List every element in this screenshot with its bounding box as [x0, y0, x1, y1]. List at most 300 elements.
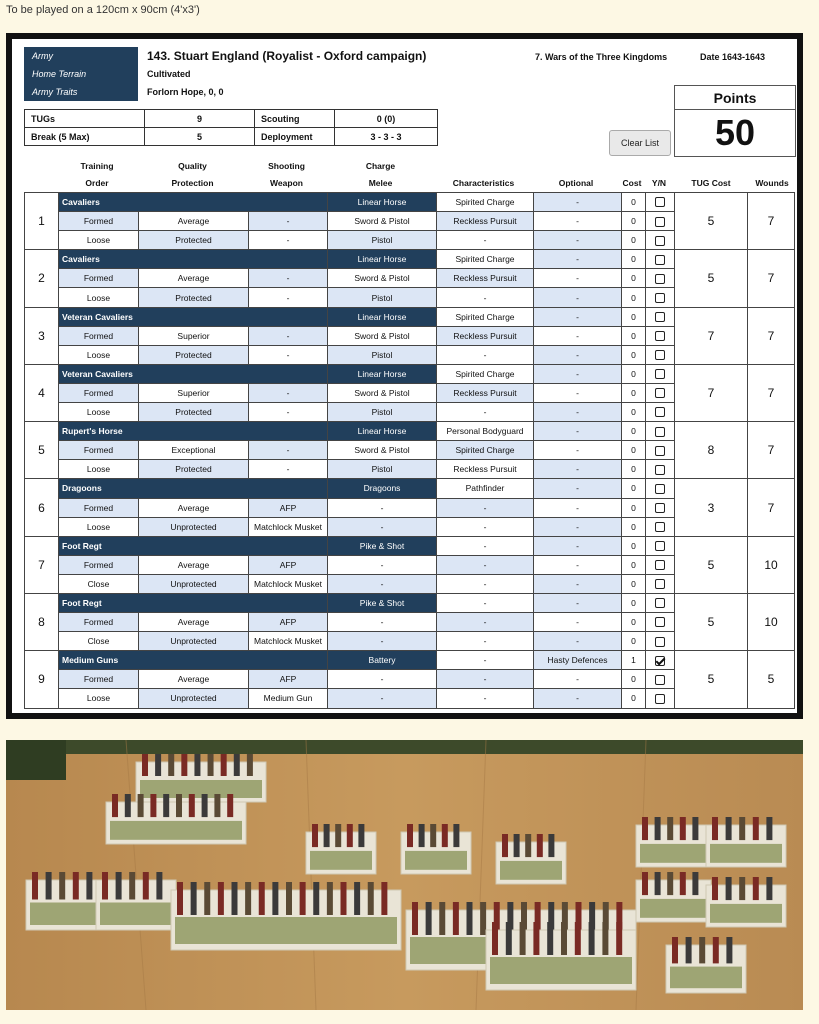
unit-select-cell	[646, 517, 675, 536]
unit-cost: 0	[622, 269, 646, 288]
unit-option-checkbox[interactable]	[655, 312, 665, 322]
unit-option-checkbox[interactable]	[655, 217, 665, 227]
unit-order: Loose	[59, 403, 139, 422]
army-stats-table	[24, 109, 438, 146]
unit-characteristic: Reckless Pursuit	[437, 383, 534, 402]
unit-option-checkbox[interactable]	[655, 522, 665, 532]
unit-wounds: 7	[748, 479, 795, 536]
unit-cost: 0	[622, 422, 646, 441]
unit-optional: -	[534, 670, 622, 689]
miniature-figure	[667, 872, 673, 895]
unit-melee: -	[328, 632, 437, 651]
miniature-figure	[155, 754, 161, 776]
col-header-tug-cost: TUG Cost	[691, 178, 731, 188]
unit-row	[25, 307, 795, 326]
unit-charge: Sword & Pistol	[328, 269, 437, 288]
miniature-figure	[341, 882, 347, 915]
unit-characteristic: -	[437, 498, 534, 517]
unit-optional: -	[534, 307, 622, 326]
miniature-figure	[73, 872, 79, 900]
unit-name: Cavaliers	[59, 193, 328, 212]
unit-protection: Unprotected	[139, 517, 249, 536]
unit-type: Linear Horse	[328, 422, 437, 441]
miniature-figure	[561, 922, 567, 955]
unit-row	[25, 479, 795, 498]
miniature-figure	[335, 824, 341, 847]
unit-select-cell	[646, 498, 675, 517]
unit-training: Formed	[59, 613, 139, 632]
miniature-figure	[259, 882, 265, 915]
unit-option-checkbox[interactable]	[655, 407, 665, 417]
unit-characteristic: -	[437, 593, 534, 612]
miniature-figure	[672, 937, 678, 963]
miniature-figure	[692, 817, 698, 840]
miniature-figure	[426, 902, 432, 935]
unit-cost: 0	[622, 613, 646, 632]
unit-select-cell	[646, 574, 675, 593]
unit-melee: Pistol	[328, 288, 437, 307]
unit-order: Loose	[59, 231, 139, 250]
unit-cost: 0	[622, 689, 646, 708]
miniature-figure	[358, 824, 364, 847]
miniature-figure	[766, 877, 772, 900]
unit-order: Loose	[59, 689, 139, 708]
miniature-figure	[272, 882, 278, 915]
unit-cost: 0	[622, 231, 646, 250]
unit-characteristic: -	[437, 632, 534, 651]
unit-select-cell	[646, 326, 675, 345]
miniature-base-flock	[140, 780, 262, 798]
unit-protection: Protected	[139, 288, 249, 307]
unit-option-checkbox[interactable]	[655, 293, 665, 303]
unit-cost: 0	[622, 555, 646, 574]
unit-order: Loose	[59, 460, 139, 479]
unit-training: Formed	[59, 326, 139, 345]
unit-optional: Hasty Defences	[534, 651, 622, 670]
unit-cost: 0	[622, 536, 646, 555]
unit-option-checkbox[interactable]	[655, 197, 665, 207]
unit-select-cell	[646, 422, 675, 441]
unit-training: Formed	[59, 555, 139, 574]
clear-list-button[interactable]: Clear List	[609, 130, 671, 156]
miniature-figure	[533, 922, 539, 955]
unit-option-checkbox[interactable]	[655, 446, 665, 456]
miniature-figure	[227, 794, 233, 817]
miniature-figure	[667, 817, 673, 840]
unit-select-cell	[646, 536, 675, 555]
unit-shooting: -	[249, 326, 328, 345]
miniature-figure	[655, 817, 661, 840]
unit-select-cell	[646, 288, 675, 307]
unit-optional: -	[534, 422, 622, 441]
miniature-figure	[547, 922, 553, 955]
scouting-label: Scouting	[255, 110, 335, 128]
unit-melee: -	[328, 689, 437, 708]
unit-name: Veteran Cavaliers	[59, 307, 328, 326]
miniature-figure	[514, 834, 520, 857]
unit-optional: -	[534, 212, 622, 231]
miniature-figure	[642, 817, 648, 840]
unit-tug-cost: 7	[675, 364, 748, 421]
unit-cost: 0	[622, 212, 646, 231]
unit-option-checkbox[interactable]	[655, 331, 665, 341]
unit-characteristic: -	[437, 555, 534, 574]
unit-shooting: AFP	[249, 555, 328, 574]
unit-characteristic: Spirited Charge	[437, 250, 534, 269]
unit-characteristic: Reckless Pursuit	[437, 269, 534, 288]
miniature-figure	[442, 824, 448, 847]
unit-type: Linear Horse	[328, 250, 437, 269]
unit-number: 1	[25, 193, 59, 250]
miniature-figure	[176, 794, 182, 817]
unit-select-cell	[646, 460, 675, 479]
unit-row	[25, 193, 795, 212]
war-name: 7. Wars of the Three Kingdoms	[535, 52, 668, 62]
miniature-base-flock	[670, 967, 742, 989]
unit-option-checkbox[interactable]	[655, 369, 665, 379]
miniature-figure	[537, 834, 543, 857]
unit-row	[25, 250, 795, 269]
unit-order: Close	[59, 632, 139, 651]
unit-training: Formed	[59, 441, 139, 460]
unit-number: 8	[25, 593, 59, 650]
unit-characteristic: -	[437, 403, 534, 422]
unit-name: Dragoons	[59, 479, 328, 498]
unit-shooting: AFP	[249, 670, 328, 689]
unit-weapon: -	[249, 345, 328, 364]
miniature-figure	[116, 872, 122, 900]
unit-option-checkbox[interactable]	[655, 579, 665, 589]
unit-select-cell	[646, 479, 675, 498]
unit-number: 4	[25, 364, 59, 421]
miniature-figure	[739, 877, 745, 900]
deployment-value: 3 - 3 - 3	[335, 128, 438, 146]
miniature-figure	[112, 794, 118, 817]
unit-select-cell	[646, 651, 675, 670]
miniature-figure	[548, 834, 554, 857]
unit-option-checkbox[interactable]	[655, 503, 665, 513]
unit-weapon: Medium Gun	[249, 689, 328, 708]
unit-option-checkbox[interactable]	[655, 560, 665, 570]
unit-shooting: -	[249, 212, 328, 231]
miniature-figure	[502, 834, 508, 857]
unit-type: Linear Horse	[328, 307, 437, 326]
unit-optional: -	[534, 613, 622, 632]
miniature-figure	[368, 882, 374, 915]
unit-wounds: 7	[748, 250, 795, 307]
unit-characteristic: -	[437, 231, 534, 250]
miniature-figure	[204, 882, 210, 915]
unit-name: Medium Guns	[59, 651, 328, 670]
unit-charge: Sword & Pistol	[328, 441, 437, 460]
miniature-figure	[419, 824, 425, 847]
unit-select-cell	[646, 613, 675, 632]
unit-optional: -	[534, 326, 622, 345]
col-header-characteristics: Characteristics	[452, 178, 515, 188]
unit-type: Linear Horse	[328, 364, 437, 383]
miniature-figure	[142, 754, 148, 776]
unit-weapon: -	[249, 288, 328, 307]
miniature-figure	[430, 824, 436, 847]
unit-number: 6	[25, 479, 59, 536]
miniature-figure	[168, 754, 174, 776]
unit-weapon: -	[249, 460, 328, 479]
unit-cost: 0	[622, 670, 646, 689]
unit-protection: Protected	[139, 460, 249, 479]
army-title: 143. Stuart England (Royalist - Oxford campaign)	[147, 49, 427, 63]
unit-weapon: -	[249, 231, 328, 250]
miniature-base-flock	[640, 899, 707, 918]
unit-cost: 0	[622, 460, 646, 479]
unit-option-checkbox[interactable]	[655, 484, 665, 494]
unit-melee: -	[328, 574, 437, 593]
unit-tug-cost: 5	[675, 193, 748, 250]
units-table	[24, 192, 795, 709]
unit-select-cell	[646, 193, 675, 212]
unit-type: Linear Horse	[328, 193, 437, 212]
miniature-base-flock	[710, 904, 782, 923]
unit-quality: Average	[139, 269, 249, 288]
unit-select-cell	[646, 364, 675, 383]
unit-select-cell	[646, 555, 675, 574]
miniature-figure	[712, 877, 718, 900]
unit-select-cell	[646, 212, 675, 231]
unit-option-checkbox[interactable]	[655, 274, 665, 284]
miniature-figure	[59, 872, 65, 900]
miniature-figure	[286, 882, 292, 915]
unit-optional: -	[534, 441, 622, 460]
army-label: Army	[24, 47, 138, 65]
unit-option-checkbox[interactable]	[655, 427, 665, 437]
miniature-figure	[575, 922, 581, 955]
unit-option-checkbox[interactable]	[655, 236, 665, 246]
miniature-figure	[150, 794, 156, 817]
unit-type: Pike & Shot	[328, 536, 437, 555]
unit-melee: Pistol	[328, 231, 437, 250]
unit-quality: Average	[139, 613, 249, 632]
unit-optional: -	[534, 269, 622, 288]
miniature-figure	[726, 937, 732, 963]
unit-type: Pike & Shot	[328, 593, 437, 612]
unit-cost: 0	[622, 326, 646, 345]
unit-select-cell	[646, 441, 675, 460]
unit-select-cell	[646, 689, 675, 708]
miniature-figure	[726, 877, 732, 900]
unit-option-checkbox[interactable]	[655, 465, 665, 475]
miniature-figure	[686, 937, 692, 963]
unit-characteristic: Reckless Pursuit	[437, 460, 534, 479]
unit-row	[25, 593, 795, 612]
unit-shooting: -	[249, 441, 328, 460]
miniature-figure	[177, 882, 183, 915]
unit-characteristic: -	[437, 670, 534, 689]
miniature-figure	[156, 872, 162, 900]
unit-option-checkbox[interactable]	[655, 656, 665, 666]
unit-charge: Sword & Pistol	[328, 326, 437, 345]
unit-option-checkbox[interactable]	[655, 598, 665, 608]
unit-option-checkbox[interactable]	[655, 350, 665, 360]
unit-characteristic: -	[437, 536, 534, 555]
miniature-base-flock	[405, 851, 467, 870]
unit-select-cell	[646, 345, 675, 364]
unit-characteristic: Spirited Charge	[437, 307, 534, 326]
unit-select-cell	[646, 593, 675, 612]
unit-quality: Average	[139, 498, 249, 517]
miniature-base-flock	[175, 917, 397, 944]
deployment-label: Deployment	[255, 128, 335, 146]
unit-protection: Unprotected	[139, 689, 249, 708]
home-terrain-label: Home Terrain	[24, 65, 138, 83]
miniature-figure	[726, 817, 732, 840]
unit-charge: -	[328, 555, 437, 574]
unit-melee: -	[328, 517, 437, 536]
unit-charge: Sword & Pistol	[328, 212, 437, 231]
miniature-figure	[699, 937, 705, 963]
unit-option-checkbox[interactable]	[655, 637, 665, 647]
unit-cost: 0	[622, 345, 646, 364]
unit-characteristic: Reckless Pursuit	[437, 326, 534, 345]
miniature-figure	[232, 882, 238, 915]
miniature-base-flock	[310, 851, 372, 870]
unit-optional: -	[534, 231, 622, 250]
unit-melee: Pistol	[328, 345, 437, 364]
miniature-figure	[739, 817, 745, 840]
miniature-base-flock	[100, 903, 172, 926]
unit-option-checkbox[interactable]	[655, 675, 665, 685]
miniature-base-flock	[30, 903, 102, 926]
miniature-base-flock	[500, 861, 562, 880]
unit-select-cell	[646, 269, 675, 288]
unit-characteristic: -	[437, 517, 534, 536]
unit-name: Rupert's Horse	[59, 422, 328, 441]
miniature-figure	[125, 794, 131, 817]
unit-wounds: 5	[748, 651, 795, 708]
unit-characteristic: Pathfinder	[437, 479, 534, 498]
unit-order: Loose	[59, 288, 139, 307]
col-header-optional: Optional	[558, 178, 594, 188]
unit-optional: -	[534, 593, 622, 612]
unit-training: Formed	[59, 269, 139, 288]
miniature-figure	[313, 882, 319, 915]
unit-protection: Unprotected	[139, 574, 249, 593]
unit-wounds: 10	[748, 536, 795, 593]
unit-select-cell	[646, 670, 675, 689]
unit-cost: 0	[622, 403, 646, 422]
unit-option-checkbox[interactable]	[655, 255, 665, 265]
miniature-figure	[347, 824, 353, 847]
unit-characteristic: -	[437, 689, 534, 708]
miniature-figure	[766, 817, 772, 840]
unit-order: Close	[59, 574, 139, 593]
miniature-figure	[202, 794, 208, 817]
unit-optional: -	[534, 345, 622, 364]
unit-quality: Exceptional	[139, 441, 249, 460]
miniature-figure	[655, 872, 661, 895]
unit-optional: -	[534, 288, 622, 307]
scouting-value: 0 (0)	[335, 110, 438, 128]
unit-cost: 0	[622, 307, 646, 326]
unit-characteristic: -	[437, 574, 534, 593]
miniature-figure	[602, 922, 608, 955]
miniature-figure	[712, 817, 718, 840]
miniature-figure	[492, 922, 498, 955]
unit-option-checkbox[interactable]	[655, 388, 665, 398]
unit-optional: -	[534, 479, 622, 498]
unit-characteristic: Spirited Charge	[437, 441, 534, 460]
unit-charge: -	[328, 613, 437, 632]
unit-cost: 0	[622, 517, 646, 536]
tugs-value: 9	[145, 110, 255, 128]
unit-tug-cost: 5	[675, 536, 748, 593]
miniature-figure	[642, 872, 648, 895]
miniature-figure	[102, 872, 108, 900]
unit-select-cell	[646, 383, 675, 402]
unit-option-checkbox[interactable]	[655, 541, 665, 551]
unit-row	[25, 536, 795, 555]
unit-select-cell	[646, 231, 675, 250]
miniature-figure	[218, 882, 224, 915]
unit-characteristic: Personal Bodyguard	[437, 422, 534, 441]
unit-row	[25, 364, 795, 383]
unit-name: Foot Regt	[59, 536, 328, 555]
unit-shooting: AFP	[249, 613, 328, 632]
unit-tug-cost: 3	[675, 479, 748, 536]
unit-shooting: -	[249, 383, 328, 402]
unit-order: Loose	[59, 517, 139, 536]
miniature-figure	[214, 794, 220, 817]
miniature-figure	[194, 754, 200, 776]
unit-charge: -	[328, 670, 437, 689]
unit-name: Cavaliers	[59, 250, 328, 269]
unit-select-cell	[646, 250, 675, 269]
unit-option-checkbox[interactable]	[655, 694, 665, 704]
miniature-base-flock	[710, 844, 782, 863]
unit-cost: 1	[622, 651, 646, 670]
unit-tug-cost: 8	[675, 422, 748, 479]
miniature-figure	[439, 902, 445, 935]
unit-optional: -	[534, 383, 622, 402]
unit-characteristic: Reckless Pursuit	[437, 212, 534, 231]
miniature-figure	[525, 834, 531, 857]
unit-protection: Protected	[139, 403, 249, 422]
unit-cost: 0	[622, 288, 646, 307]
tugs-label: TUGs	[25, 110, 145, 128]
unit-wounds: 7	[748, 422, 795, 479]
miniature-figure	[354, 882, 360, 915]
miniature-figure	[412, 902, 418, 935]
unit-quality: Superior	[139, 326, 249, 345]
miniature-figure	[234, 754, 240, 776]
miniature-base-flock	[110, 821, 242, 840]
unit-optional: -	[534, 460, 622, 479]
miniature-figure	[138, 794, 144, 817]
unit-quality: Superior	[139, 383, 249, 402]
unit-option-checkbox[interactable]	[655, 617, 665, 627]
miniature-figure	[589, 922, 595, 955]
break-value: 5	[145, 128, 255, 146]
unit-cost: 0	[622, 593, 646, 612]
unit-cost: 0	[622, 250, 646, 269]
unit-characteristic: Spirited Charge	[437, 193, 534, 212]
unit-cost: 0	[622, 574, 646, 593]
unit-cost: 0	[622, 498, 646, 517]
unit-cost: 0	[622, 193, 646, 212]
unit-number: 7	[25, 536, 59, 593]
unit-training: Formed	[59, 670, 139, 689]
unit-optional: -	[534, 574, 622, 593]
unit-cost: 0	[622, 364, 646, 383]
miniature-figure	[191, 882, 197, 915]
